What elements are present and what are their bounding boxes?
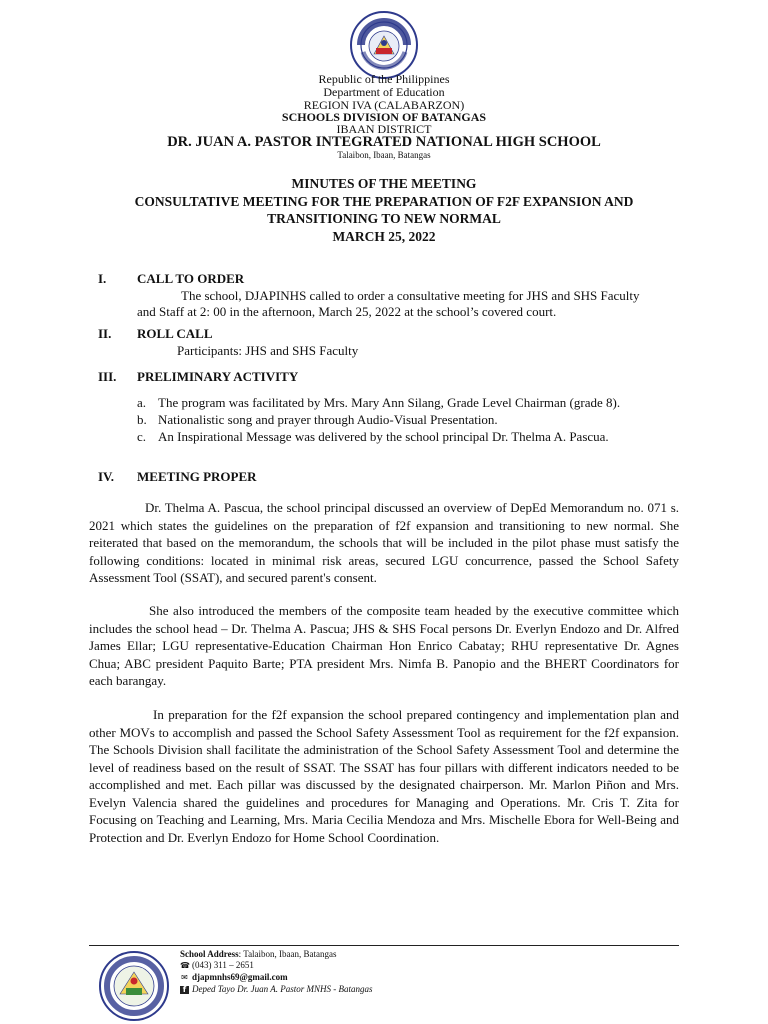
header-region: REGION IVA (CALABARZON): [303, 98, 465, 112]
footer-phone-number: (043) 311 – 2651: [192, 960, 254, 970]
meeting-paragraph-1: [89, 499, 679, 587]
footer-address-value: : Talaibon, Ibaan, Batangas: [238, 949, 337, 959]
header-division: SCHOOLS DIVISION OF BATANGAS: [281, 110, 487, 124]
list-marker: b.: [137, 412, 147, 427]
section-meeting-proper-heading: [0, 470, 768, 484]
facebook-icon: f: [180, 986, 189, 994]
footer-email-address[interactable]: djapmnhs69@gmail.com: [192, 972, 288, 982]
section-label: CALL TO ORDER: [137, 271, 245, 286]
header-district: IBAAN DISTRICT: [336, 122, 432, 136]
paragraph-text: Dr. Thelma A. Pascua, the school principal discussed an overview of DepEd Memorandum no. 071 s. 2021 which states the guidelines on the preparation of f2f expansion and transitioning to new normal. She reiterated that based on the memorandum, the schools that will be included in the pilot phase must satisfy the following conditions: located in minimal risk areas, secured LGU concurrence, passed the School Safety Assessment Tool (SSAT), and secured parent's consent.: [89, 500, 679, 585]
meeting-title-line-2: TRANSITIONING TO NEW NORMAL: [267, 211, 501, 226]
paragraph-text: She also introduced the members of the composite team headed by the executive committee which includes the school head – Dr. Thelma A. Pascua; JHS & SHS Focal persons Dr. Everlyn Endozo and Dr. Alfred James Ellar; LGU representative-Education Chairman Hon Enrico Cabatay; RHU representative Dr. Agnes Chua; ABC president Paquito Barte; PTA president Mrs. Nimfa B. Panopio and the BHERT Coordinators for each barangay.: [89, 603, 679, 688]
section-number: II.: [98, 326, 112, 341]
school-logo: [96, 948, 172, 1024]
footer-phone: [180, 961, 254, 970]
footer-facebook: [180, 985, 373, 994]
call-to-order-text-1: The school, DJAPINHS called to order a consultative meeting for JHS and SHS Faculty: [181, 288, 640, 303]
section-preliminary-activity-heading: [0, 370, 768, 384]
paragraph-text: In preparation for the f2f expansion the school prepared contingency and implementation plan and other MOVs to accomplish and passed the School Safety Assessment Tool as requirement for the f2f expansion. The Schools Division shall facilitate the administration of the School Safety Assessment Tool and determine the level of readiness based on the result of SSAT. The SSAT has four pillars with different indicators needed to be accomplished and met. Each pillar was discussed by the designated chairperson. Mr. Marlon Piñon and Mrs. Evelyn Valencia shared the guidelines and procedures for Managing and Operations. Mr. Cris T. Zita for Focusing on Teaching and Learning, Mrs. Maria Cecilia Mendoza and Mrs. Mischelle Ebora for Well-Being and Protection and Dr. Everlyn Endozo for Home School Coordination.: [89, 707, 679, 845]
header-republic: Republic of the Philippines: [318, 72, 450, 86]
section-label: MEETING PROPER: [137, 469, 257, 484]
meeting-title-line-1: CONSULTATIVE MEETING FOR THE PREPARATION OF F2F EXPANSION AND: [134, 194, 634, 209]
section-label: ROLL CALL: [137, 326, 213, 341]
list-text: An Inspirational Message was delivered by the school principal Dr. Thelma A. Pascua.: [158, 429, 609, 444]
section-number: I.: [98, 271, 107, 286]
footer-school-address: [180, 950, 337, 959]
section-label: PRELIMINARY ACTIVITY: [137, 369, 299, 384]
list-marker: a.: [137, 395, 147, 410]
list-text: Nationalistic song and prayer through Audio-Visual Presentation.: [158, 412, 498, 427]
list-text: The program was facilitated by Mrs. Mary Ann Silang, Grade Level Chairman (grade 8).: [158, 395, 621, 410]
footer-email: [180, 973, 288, 982]
footer-facebook-page[interactable]: Deped Tayo Dr. Juan A. Pastor MNHS - Batangas: [192, 984, 373, 994]
meeting-paragraph-3: [89, 706, 679, 846]
document-title: MINUTES OF THE MEETING: [291, 176, 477, 191]
header-school-name: DR. JUAN A. PASTOR INTEGRATED NATIONAL HIGH SCHOOL: [167, 134, 601, 150]
section-roll-call-heading: [0, 327, 768, 341]
footer-divider: [89, 945, 679, 946]
section-number: IV.: [98, 469, 115, 484]
meeting-paragraph-2: [89, 602, 679, 690]
footer-address-label: School Address: [180, 949, 239, 959]
section-number: III.: [98, 369, 117, 384]
call-to-order-text-2: and Staff at 2: 00 in the afternoon, March 25, 2022 at the school’s covered court.: [137, 304, 557, 319]
header-department: Department of Education: [323, 85, 445, 99]
header-school-address: Talaibon, Ibaan, Batangas: [337, 150, 431, 160]
deped-seal-logo: [349, 10, 419, 80]
meeting-date: MARCH 25, 2022: [332, 229, 436, 244]
roll-call-participants: Participants: JHS and SHS Faculty: [177, 343, 359, 358]
list-marker: c.: [137, 429, 147, 444]
phone-icon: ☎: [180, 961, 190, 970]
email-icon: ✉: [181, 973, 188, 982]
section-call-to-order-heading: [0, 272, 768, 286]
